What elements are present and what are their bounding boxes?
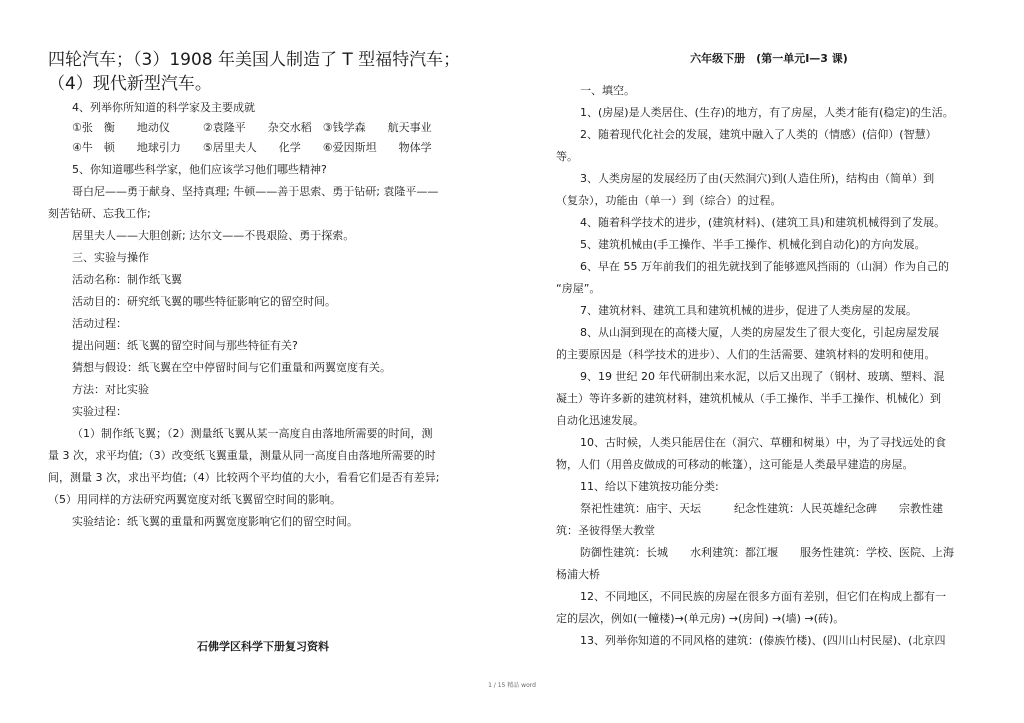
text-line: 杨浦大桥 <box>556 568 600 581</box>
page-title: 六年级下册 (第一单元Ⅰ—3 课) <box>690 52 848 65</box>
text-line: 4、随着科学技术的进步，(建筑材料)、(建筑工具)和建筑机械得到了发展。 <box>580 216 946 229</box>
text-line: 定的层次，例如(一幢楼)→(单元房) →(房间) →(墙) →(砖)。 <box>556 612 845 625</box>
text-line: 11、给以下建筑按功能分类: <box>580 480 719 493</box>
text-line: 等。 <box>556 150 578 163</box>
text-line: 活动过程： <box>72 317 127 330</box>
text-line: 自动化迅速发展。 <box>556 414 644 427</box>
text-line: 居里夫人——大胆创新; 达尔文——不畏艰险、勇于探索。 <box>72 229 355 242</box>
text-line: “房屋”。 <box>556 282 601 295</box>
text-line: （复杂），功能由（单一）到（综合）的过程。 <box>556 194 782 207</box>
text-line: 7、建筑材料、建筑工具和建筑机械的进步，促进了人类房屋的发展。 <box>580 304 917 317</box>
text-line: 祭祀性建筑：庙宇、天坛 纪念性建筑：人民英雄纪念碑 宗教性建 <box>580 502 943 515</box>
text-line: 刻苦钻研、忘我工作; <box>48 207 151 220</box>
text-line: ①张 衡 地动仪 ②袁隆平 杂交水稻 ③钱学森 航天事业 <box>72 121 432 134</box>
text-line: 2、随着现代化社会的发展，建筑中融入了人类的（情感）(信仰）(智慧） <box>580 128 937 141</box>
text-line: 猜想与假设：纸飞翼在空中停留时间与它们重量和两翼宽度有关。 <box>72 361 391 374</box>
text-line: 实验结论：纸飞翼的重量和两翼宽度影响它们的留空时间。 <box>72 515 358 528</box>
text-line: 活动目的：研究纸飞翼的哪些特征影响它的留空时间。 <box>72 295 336 308</box>
text-line: 凝土）等许多新的建筑材料，建筑机械从（手工操作、半手工操作、机械化）到 <box>556 392 941 405</box>
text-line: （1）制作纸飞翼；（2）测量纸飞翼从某一高度自由落地所需要的时间，测 <box>72 427 433 440</box>
text-line: 5、建筑机械由(手工操作、半手工操作、机械化到自动化)的方向发展。 <box>580 238 926 251</box>
text-line: 10、古时候，人类只能居住在（洞穴、草棚和树巢）中，为了寻找远处的食 <box>580 436 946 449</box>
section-heading: 一、填空。 <box>580 84 635 97</box>
text-line: 活动名称：制作纸飞翼 <box>72 273 182 286</box>
text-line: 13、列举你知道的不同风格的建筑：(傣族竹楼)、(四川山村民屋)、(北京四 <box>580 634 946 647</box>
text-line: 防御性建筑：长城 水利建筑：都江堰 服务性建筑：学校、医院、上海 <box>580 546 954 559</box>
text-line: （5）用同样的方法研究两翼宽度对纸飞翼留空时间的影响。 <box>48 493 341 506</box>
text-line: 哥白尼——勇于献身、坚持真理; 牛顿——善于思索、勇于钻研; 袁隆平—— <box>72 185 439 198</box>
text-line: 的主要原因是（科学技术的进步）、人们的生活需要、建筑材料的发明和使用。 <box>556 348 936 361</box>
text-line: 物，人们（用兽皮做成的可移动的帐篷），这可能是人类最早建造的房屋。 <box>556 458 914 471</box>
text-line: ④牛 顿 地球引力 ⑤居里夫人 化学 ⑥爱因斯坦 物体学 <box>72 141 432 154</box>
text-line: （4）现代新型汽车。 <box>48 74 212 94</box>
text-line: 实验过程： <box>72 405 127 418</box>
text-line: 四轮汽车；（3）1908 年美国人制造了 T 型福特汽车； <box>48 50 461 70</box>
section-heading: 三、实验与操作 <box>72 251 149 264</box>
text-line: 间，测量 3 次，求出平均值;（4）比较两个平均值的大小，看看它们是否有差异; <box>48 471 440 484</box>
text-line: 1、(房屋)是人类居住、(生存)的地方，有了房屋，人类才能有(稳定)的生活。 <box>580 106 954 119</box>
text-line: 9、19 世纪 20 年代研制出来水泥，以后又出现了（钢材、玻璃、塑料、混 <box>580 370 945 383</box>
text-line: 3、人类房屋的发展经历了由(天然洞穴)到(人造住所)，结构由（简单）到 <box>580 172 935 185</box>
text-line: 量 3 次，求平均值;（3）改变纸飞翼重量，测量从同一高度自由落地所需要的时 <box>48 449 436 462</box>
text-line: 6、早在 55 万年前我们的祖先就找到了能够遮风挡雨的（山洞）作为自己的 <box>580 260 949 273</box>
section-heading: 5、你知道哪些科学家，他们应该学习他们哪些精神? <box>72 163 327 176</box>
text-line: 8、从山洞到现在的高楼大厦，人类的房屋发生了很大变化，引起房屋发展 <box>580 326 939 339</box>
text-line: 方法：对比实验 <box>72 383 149 396</box>
section-heading: 4、列举你所知道的科学家及主要成就 <box>72 101 255 114</box>
text-line: 提出问题：纸飞翼的留空时间与那些特征有关? <box>72 339 298 352</box>
text-line: 筑：圣彼得堡大教堂 <box>556 524 655 537</box>
text-line: 12、不同地区，不同民族的房屋在很多方面有差别，但它们在构成上都有一 <box>580 590 946 603</box>
bottom-title: 石佛学区科学下册复习资料 <box>197 640 329 653</box>
page-footer: 1 / 15 精品 word <box>488 682 536 689</box>
